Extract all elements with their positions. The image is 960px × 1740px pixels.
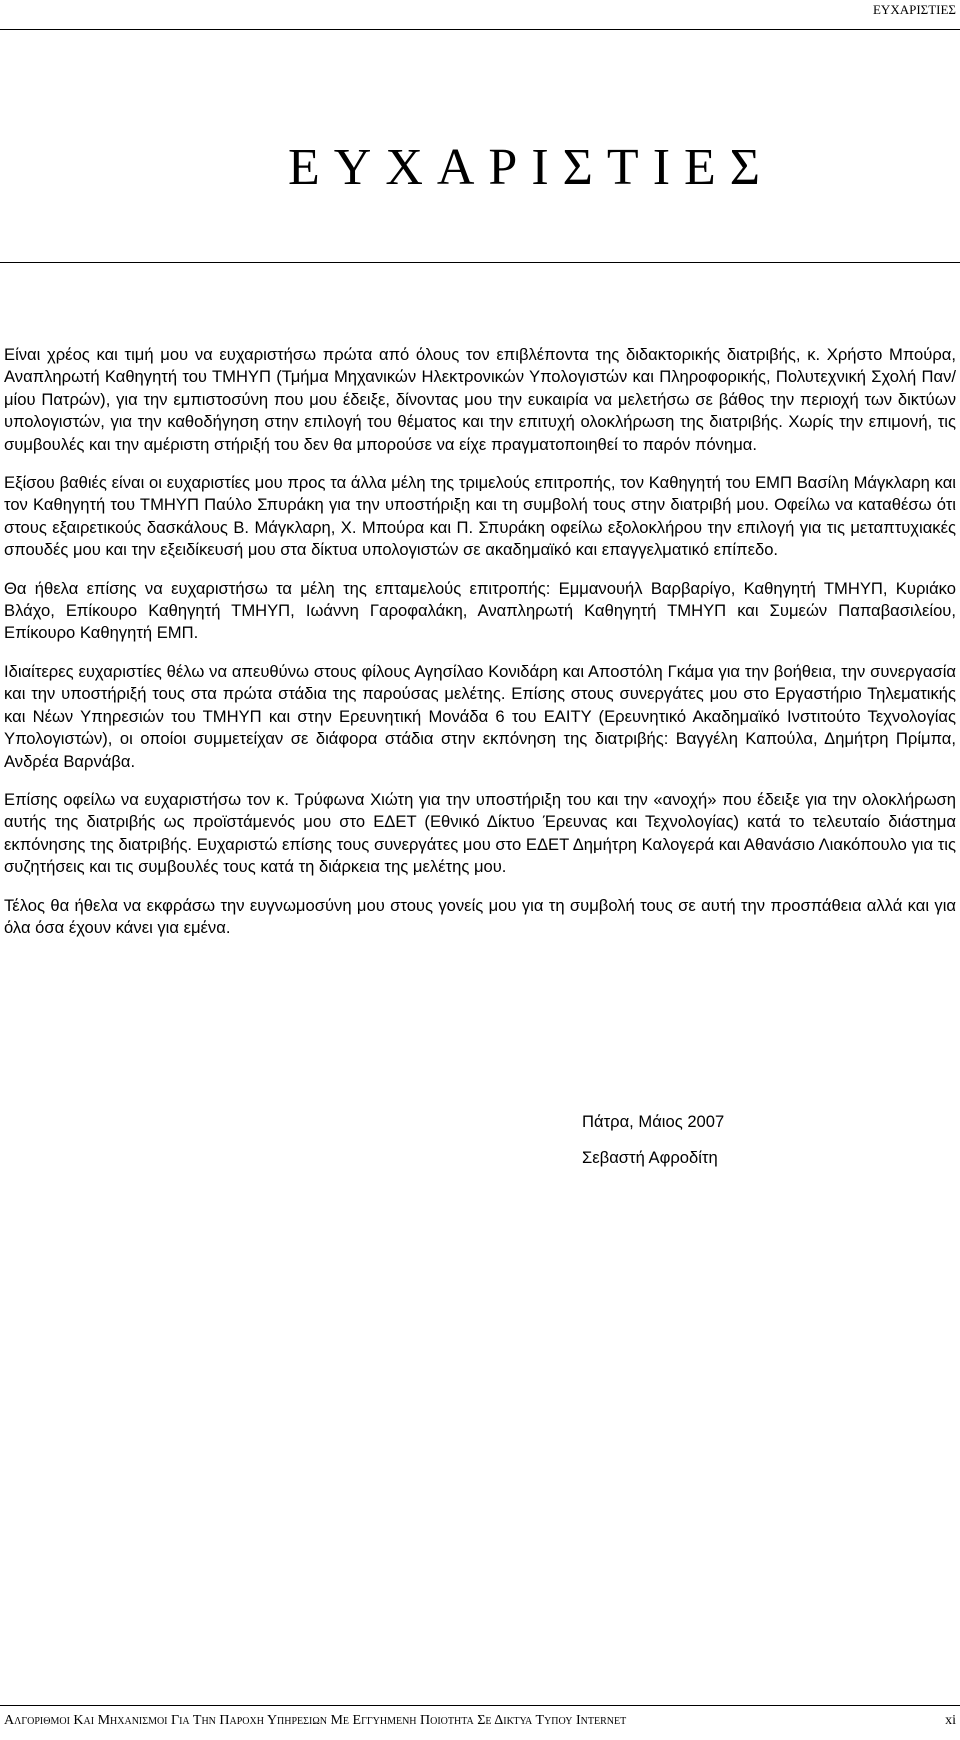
page-number: xi: [945, 1713, 956, 1728]
paragraph-6: Τέλος θα ήθελα να εκφράσω την ευγνωμοσύνη μου στους γονείς μου για τη συμβολή τους σε αυτή την προσπάθεια αλλά και για όλα όσα έχουν κάνει για εμένα.: [4, 895, 956, 937]
place-date: Πάτρα, Μάιος 2007: [582, 1112, 725, 1131]
paragraph-3: Θα ήθελα επίσης να ευχαριστήσω τα μέλη της επταμελούς επιτροπής: Εμμανουήλ Βαρβαρίγο, Καθηγητή ΤΜΗΥΠ, Κυριάκο Βλάχο, Επίκουρο Καθηγητή ΤΜΗΥΠ, Ιωάννη Γαροφαλάκη, Αναπληρωτή Καθηγητή ΤΜΗΥΠ και Συμεών Παπαβασιλείου, Επίκουρο Καθηγητή ΕΜΠ.: [4, 578, 956, 643]
page-title: ΕΥΧΑΡΙΣΤΙΕΣ: [288, 139, 775, 196]
title-divider: [0, 262, 960, 263]
paragraph-1: Είναι χρέος και τιμή μου να ευχαριστήσω πρώτα από όλους τον επιβλέποντα της διδακτορικής διατριβής, κ. Χρήστο Μπούρα, Αναπληρωτή Καθηγητή του ΤΜΗΥΠ (Τμήμα Μηχανικών Ηλεκτρονικών Υπολογιστών και Πληροφορικής, Πολυτεχνική Σχολή Παν/μίου Πατρών), για την εμπιστοσύνη που μου έδειξε, δίνοντας μου την ευκαιρία να μελετήσω σε βάθος την περιοχή των δικτύων υπολογιστών, για την καθοδήγηση στην επιλογή του θέματος και την επιτυχή ολοκλήρωση της διατριβής. Χωρίς την επιμονή, τις συμβουλές και την αμέριστη στήριξή του δεν θα μπορούσε να είχε πραγματοποιηθεί το παρόν πόνημα.: [4, 345, 956, 454]
footer-divider: [0, 1705, 960, 1706]
paragraph-5: Επίσης οφείλω να ευχαριστήσω τον κ. Τρύφωνα Χιώτη για την υποστήριξη του και την «ανοχή» που έδειξε για την ολοκλήρωση αυτής της διατριβής ως προϊστάμενός μου στο ΕΔΕΤ (Εθνικό Δίκτυο Έρευνας και Τεχνολογίας) κατά το τελευταίο διάστημα εκπόνησης της διατριβής. Ευχαριστώ επίσης τους συνεργάτες μου στο ΕΔΕΤ Δημήτρη Καλογερά και Αθανάσιο Λιακόπουλο για τις συζητήσεις και τις συμβουλές τους κατά τη διάρκεια της μελέτης μου.: [4, 789, 956, 877]
running-header: ΕΥΧΑΡΙΣΤΙΕΣ: [872, 2, 956, 17]
acknowledgements-body: [4, 344, 956, 955]
paragraph-4: Ιδιαίτερες ευχαριστίες θέλω να απευθύνω στους φίλους Αγησίλαο Κονιδάρη και Αποστόλη Γκάμα για την βοήθεια, την συνεργασία και την υποστήριξή τους στα πρώτα στάδια της παρούσας μελέτης. Επίσης στους συνεργάτες μου στο Εργαστήριο Τηλεματικής και Νέων Υπηρεσιών του ΤΜΗΥΠ και στην Ερευνητική Μονάδα 6 του ΕΑΙΤΥ (Ερευνητικό Ακαδημαϊκό Ινστιτούτο Τεχνολογίας Υπολογιστών), οι οποίοι συμμετείχαν σε διάφορα στάδια στην εκπόνηση της διατριβής: Βαγγέλη Καπούλα, Δημήτρη Πρίμπα, Ανδρέα Βαρνάβα.: [4, 661, 956, 771]
footer-book-title: Αλγοριθμοι Και Μηχανισμοι Για Την Παροχη Υπηρεσιων Με Εγγυημενη Ποιοτητα Σε Δικτυα Τυπου Internet: [4, 1713, 627, 1728]
author-name: Σεβαστή Αφροδίτη: [582, 1148, 718, 1167]
header-divider: [0, 29, 960, 30]
paragraph-2: Εξίσου βαθιές είναι οι ευχαριστίες μου προς τα άλλα μέλη της τριμελούς επιτροπής, τον Καθηγητή του ΕΜΠ Βασίλη Μάγκλαρη και τον Καθηγητή του ΤΜΗΥΠ Παύλο Σπυράκη για την υποστήριξη και τη συμβολή τους στην διατριβή μου. Οφείλω να καταθέσω ότι στους εξαιρετικούς δασκάλους Β. Μάγκλαρη, Χ. Μπούρα και Π. Σπυράκη οφείλω εξολοκλήρου την επιλογή για τις μεταπτυχιακές σπουδές μου και την εξειδίκευσή μου στα δίκτυα υπολογιστών σε ακαδημαϊκό και επαγγελματικό επίπεδο.: [4, 473, 956, 560]
signature-block: [582, 1111, 724, 1169]
